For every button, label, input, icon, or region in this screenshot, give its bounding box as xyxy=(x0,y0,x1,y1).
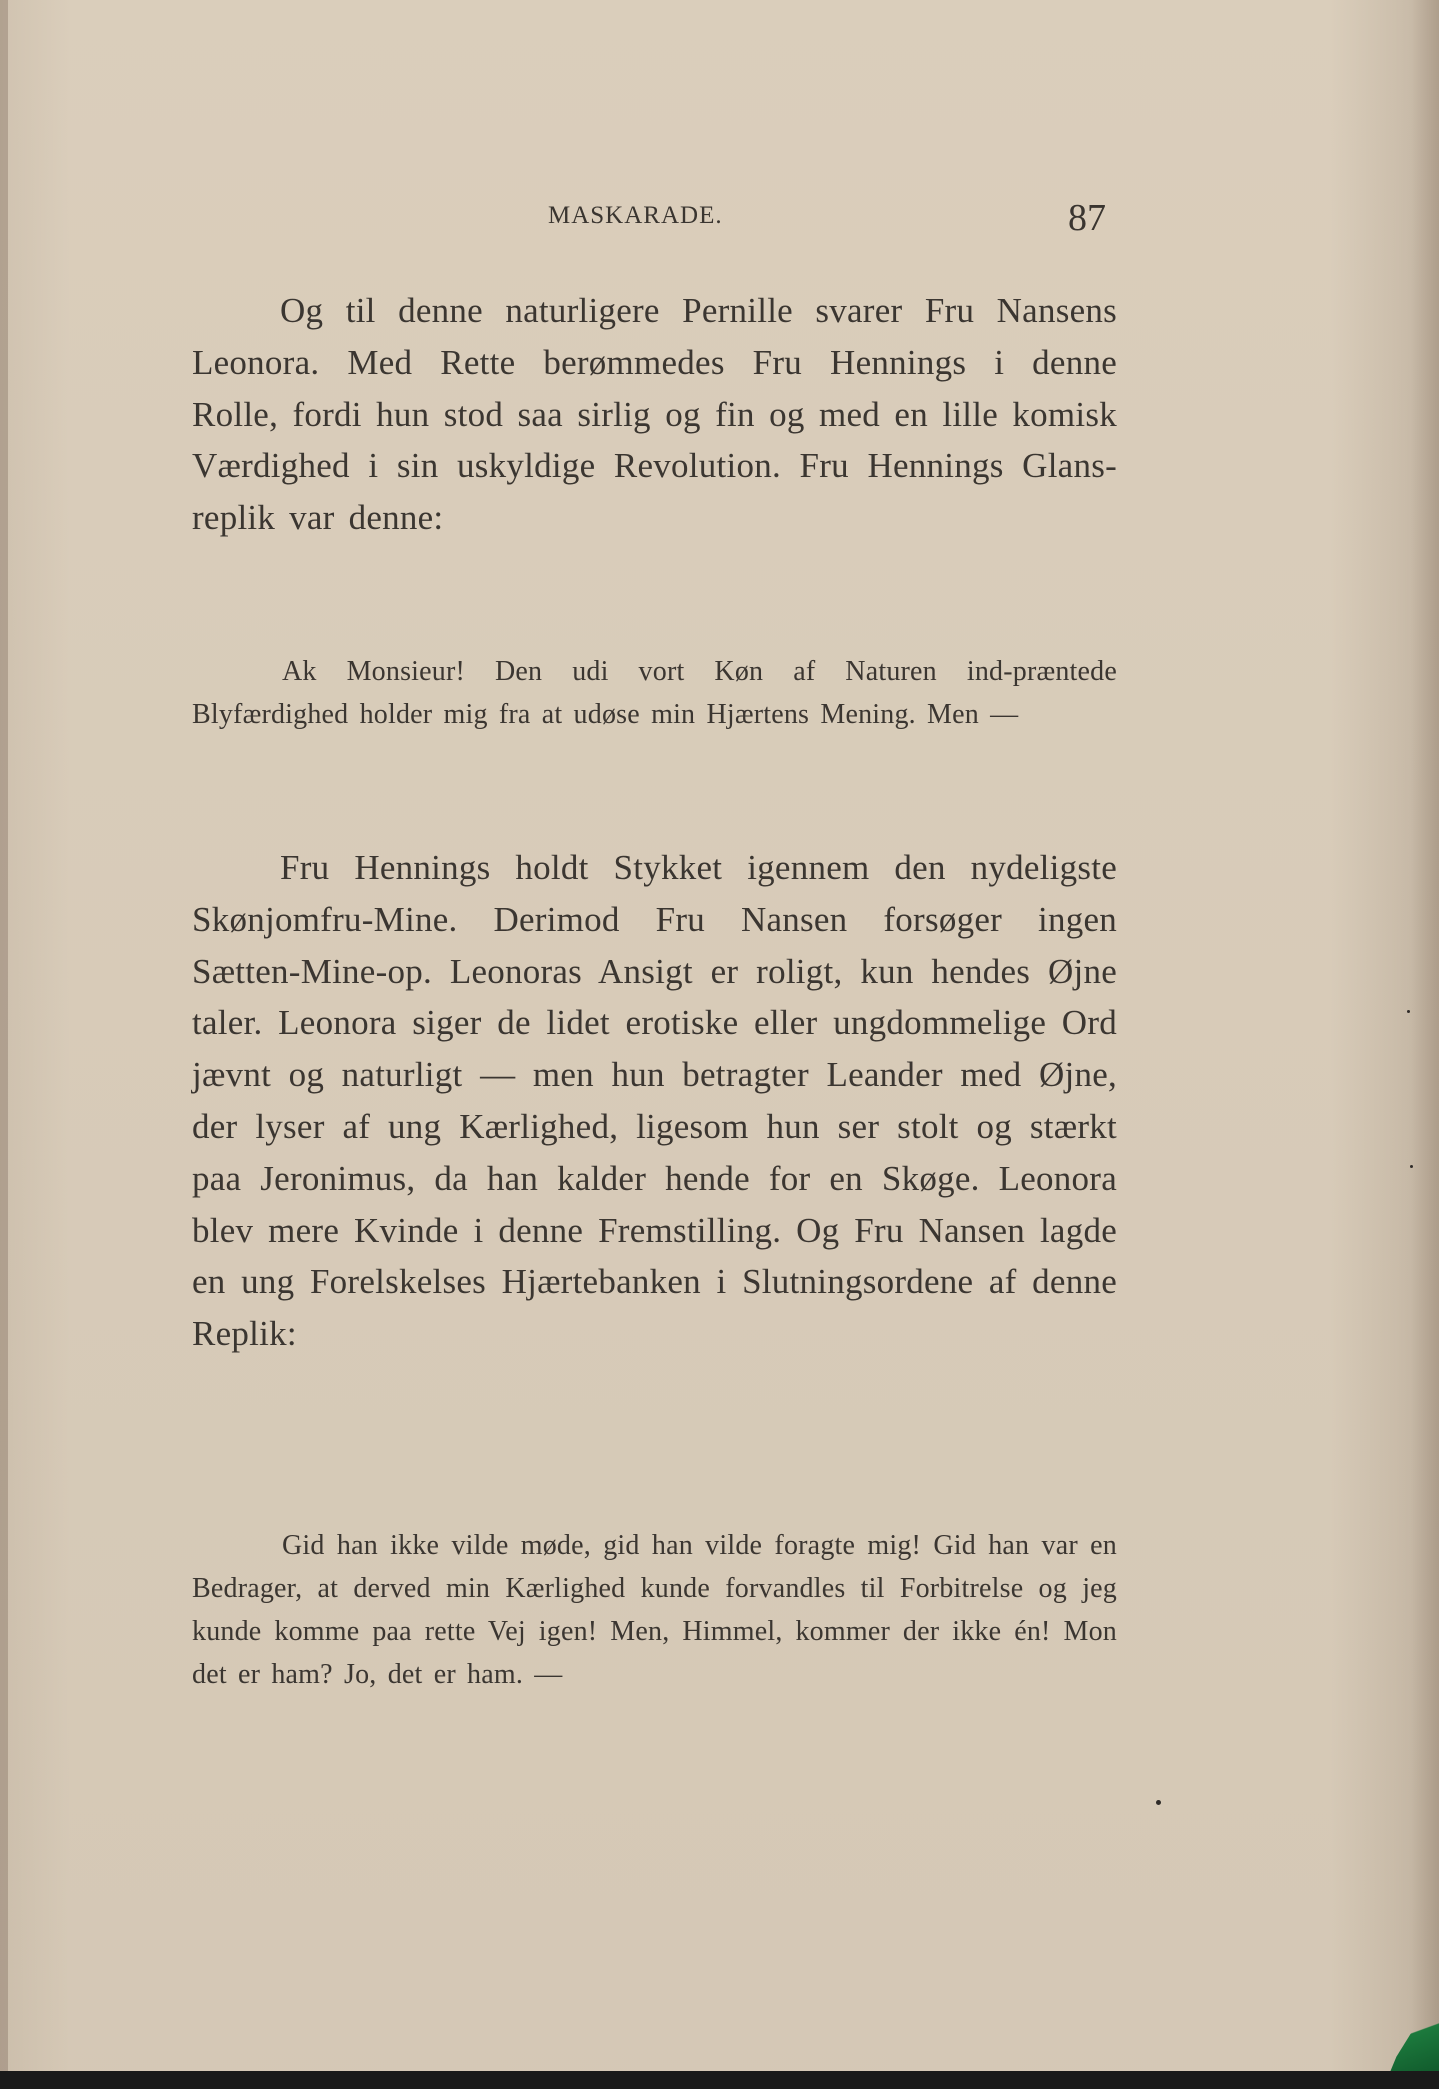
scan-bottom-strip xyxy=(0,2071,1439,2089)
quoted-replica-2: Gid han ikke vilde møde, gid han vilde foragte mig! Gid han var en Bedrager, at derved min Kærlighed kunde forvandles til Forbitrelse og jeg kunde komme paa rette Vej igen! Men, Himmel, kommer der ikke én! Mon det er ham? Jo, det er ham. — xyxy=(192,1530,1117,1690)
running-title: MASKARADE. xyxy=(548,202,723,229)
body-paragraph-2-block xyxy=(192,842,1117,1360)
quoted-replica-2-block xyxy=(192,1524,1117,1696)
page-right-edge xyxy=(1411,0,1439,2089)
page-speck xyxy=(1410,1165,1413,1168)
page-header xyxy=(548,198,1108,244)
body-paragraph-2: Fru Hennings holdt Stykket igennem den nydeligste Skønjomfru-Mine. Derimod Fru Nansen forsøger ingen Sætten-Mine-op. Leonoras Ansigt er roligt, kun hendes Øjne taler. Leonora siger de lidet erotiske eller ungdommelige Ord jævnt og naturligt — men hun betragter Leander med Øjne, der lyser af ung Kærlighed, ligesom hun ser stolt og stærkt paa Jeronimus, da han kalder hende for en Skøge. Leonora blev mere Kvinde i denne Fremstilling. Og Fru Nansen lagde en ung Forelskelses Hjærtebanken i Slutningsordene af denne Replik: xyxy=(192,848,1117,1354)
quoted-replica-1: Ak Monsieur! Den udi vort Køn af Naturen ind-præntede Blyfærdighed holder mig fra at udøse min Hjærtens Mening. Men — xyxy=(192,656,1117,730)
page-speck xyxy=(1156,1800,1161,1805)
quoted-replica-1-block xyxy=(192,650,1117,736)
page-left-edge xyxy=(0,0,8,2089)
body-paragraph-1-block xyxy=(192,285,1117,544)
body-paragraph-1: Og til denne naturligere Pernille svarer Fru Nansens Leonora. Med Rette berømmedes Fru Hennings i denne Rolle, fordi hun stod saa sirlig og fin og med en lille komisk Værdighed i sin uskyldige Revolution. Fru Hennings Glans-replik var denne: xyxy=(192,291,1117,538)
page-number: 87 xyxy=(1068,197,1106,239)
page-speck xyxy=(1407,1010,1410,1013)
